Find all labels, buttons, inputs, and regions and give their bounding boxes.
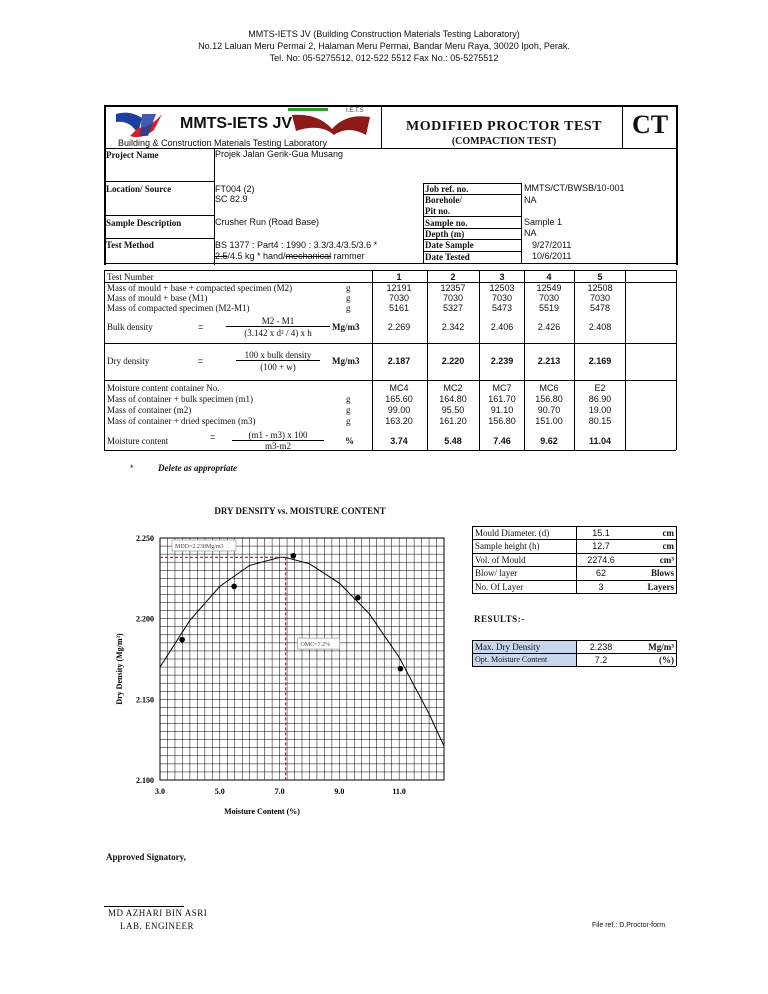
container-row-value-2-5: 86.90	[588, 394, 612, 404]
container-row-value-3-1: 99.00	[387, 405, 411, 415]
mould-value-2: 12.7	[592, 541, 610, 552]
dry-value-4: 2.213	[537, 356, 561, 366]
mass-row-label-2: Mass of mould + base (M1)	[107, 293, 208, 303]
container-row-value-3-4: 90.70	[537, 405, 561, 415]
project-label: Project Name	[106, 150, 159, 160]
dry-denominator: (100 + w)	[260, 362, 296, 372]
dry-value-2: 2.220	[441, 356, 465, 366]
container-row-value-2-1: 165.60	[385, 394, 413, 404]
approved-signatory: Approved Signatory,	[106, 852, 186, 862]
container-row-value-4-4: 151.00	[535, 416, 563, 426]
dry-unit: Mg/m3	[332, 356, 360, 366]
mass-row-value-2-1: 7030	[388, 293, 410, 303]
mass-row-value-1-1: 12191	[386, 283, 412, 293]
method-value-1: BS 1377 : Part4 : 1990 : 3.3/3.4/3.5/3.6 *	[215, 240, 378, 250]
test-number-1: 1	[396, 272, 402, 282]
mass-row-value-1-4: 12549	[536, 283, 562, 293]
container-row-value-3-5: 19.00	[588, 405, 612, 415]
dry-numerator: 100 x bulk density	[244, 350, 312, 360]
company-name: MMTS-IETS JV	[180, 115, 293, 132]
test-number-label: Test Number	[107, 272, 154, 282]
mass-row-value-2-3: 7030	[491, 293, 513, 303]
x-axis-label: Moisture Content (%)	[224, 807, 300, 816]
mould-table	[472, 526, 676, 594]
depth-label: Depth (m)	[425, 229, 465, 239]
container-row-value-3-2: 95.50	[441, 405, 465, 415]
x-tick-label: 9.0	[334, 787, 345, 796]
mass-row-label-3: Mass of compacted specimen (M2-M1)	[107, 303, 250, 313]
y-tick-label: 2.200	[136, 614, 154, 624]
container-row-value-1-2: MC2	[443, 383, 463, 393]
data-point	[291, 553, 297, 559]
x-tick-label: 5.0	[214, 787, 225, 796]
borehole-value: NA	[524, 195, 537, 205]
container-row-value-1-5: E2	[594, 383, 606, 393]
data-point	[179, 637, 185, 643]
container-row-value-1-3: MC7	[492, 383, 512, 393]
x-tick-label: 7.0	[274, 787, 285, 796]
container-row-value-4-3: 156.80	[488, 416, 516, 426]
mould-unit-3: cm³	[659, 554, 674, 565]
container-row-value-1-1: MC4	[389, 383, 409, 393]
mould-label-3: Vol. of Mould	[475, 554, 526, 565]
data-point	[355, 595, 361, 601]
result-omc-value: 7.2	[594, 655, 608, 665]
form-code: CT	[631, 110, 669, 139]
datetested-label: Date Tested	[425, 252, 470, 262]
chart-title: DRY DENSITY vs. MOISTURE CONTENT	[214, 506, 386, 516]
omc-label: OMC=7.2%	[300, 642, 331, 649]
iets-logo	[288, 107, 374, 137]
lab-header-line3: Tel. No: 05-5275512, 012-522 5512 Fax No.: 05-5275512	[269, 53, 499, 63]
test-number-5: 5	[597, 272, 603, 282]
x-tick-label: 11.0	[392, 787, 406, 796]
mass-row-value-2-5: 7030	[589, 293, 611, 303]
datetested-value: 10/6/2011	[532, 251, 572, 261]
sampleno-value: Sample 1	[524, 217, 563, 227]
y-tick-label: 2.150	[136, 695, 154, 705]
container-row-value-4-1: 163.20	[385, 416, 413, 426]
bulk-numerator: M2 - M1	[261, 316, 295, 326]
bulk-denominator: (3.142 x d² / 4) x h	[244, 328, 312, 338]
jobref-label: Job ref. no.	[425, 184, 469, 194]
container-row-label-1: Moisture content container No.	[107, 383, 220, 393]
mass-row-value-3-2: 5327	[442, 303, 464, 313]
jobref-value: MMTS/CT/BWSB/10-001	[524, 183, 625, 193]
mass-row-value-2-2: 7030	[442, 293, 464, 303]
dry-density-label: Dry density	[107, 356, 150, 366]
result-mdd-label: Max. Dry Density	[475, 642, 541, 652]
lab-header-line1: MMTS-IETS JV (Building Construction Materials Testing Laboratory)	[248, 29, 520, 39]
mc-value-5: 11.04	[588, 436, 612, 446]
method-value-2: 2.5/4.5 kg * hand/mechanical rammer	[215, 251, 365, 261]
dry-eq: =	[198, 356, 204, 366]
mc-value-4: 9.62	[540, 436, 558, 446]
location-label: Location/ Source	[106, 184, 172, 194]
company-logo	[112, 110, 168, 140]
x-tick-label: 3.0	[155, 787, 165, 796]
engineer-title: LAB. ENGINEER	[120, 921, 194, 931]
mould-value-3: 2274.6	[587, 554, 615, 565]
mould-unit-2: cm	[662, 541, 674, 552]
mould-label-5: No. Of Layer	[475, 581, 524, 592]
datesample-label: Date Sample	[425, 240, 474, 250]
mass-row-value-3-3: 5473	[491, 303, 513, 313]
sampleno-label: Sample no.	[425, 218, 468, 228]
bulk-density-label: Bulk density	[107, 322, 153, 332]
mass-row-value-3-5: 5478	[589, 303, 611, 313]
container-row-value-2-4: 156.80	[535, 394, 563, 404]
data-point	[231, 584, 237, 590]
result-mdd-value: 2.238	[589, 642, 613, 652]
datesample-value: 9/27/2011	[532, 240, 572, 250]
mould-value-5: 3	[598, 581, 604, 592]
mould-unit-5: Layers	[647, 581, 674, 592]
test-number-2: 2	[450, 272, 456, 282]
bulk-value-2: 2.342	[441, 322, 465, 332]
mc-label: Moisture content	[107, 436, 169, 446]
mass-row-label-1: Mass of mould + base + compacted specimen (M2)	[107, 283, 293, 293]
container-row-label-3: Mass of container (m2)	[107, 405, 192, 415]
mass-row-unit-1: g	[346, 283, 351, 293]
iets-logo-text: I.E.T.S	[346, 108, 364, 114]
result-omc-unit: (%)	[659, 655, 674, 665]
lab-name: Building & Construction Materials Testing Laboratory	[118, 138, 327, 148]
result-omc-label: Opt. Moisture Content	[475, 655, 548, 664]
bulk-unit: Mg/m3	[332, 322, 360, 332]
lab-header-line2: No.12 Laluan Meru Permai 2, Halaman Meru Permai, Bandar Meru Raya, 30020 Ipoh, Perak.	[198, 41, 570, 51]
note-text: Delete as appropriate	[158, 463, 237, 473]
mass-row-value-2-4: 7030	[538, 293, 560, 303]
container-row-value-3-3: 91.10	[490, 405, 514, 415]
container-row-value-4-5: 80.15	[588, 416, 612, 426]
container-row-unit-2: g	[346, 394, 351, 404]
mass-row-unit-2: g	[346, 293, 351, 303]
container-row-value-2-3: 161.70	[488, 394, 516, 404]
mass-row-value-1-2: 12357	[440, 283, 466, 293]
mould-label-2: Sample height (h)	[475, 541, 540, 552]
test-number-4: 4	[546, 272, 552, 282]
bulk-eq: =	[198, 322, 204, 332]
dry-value-1: 2.187	[387, 356, 411, 366]
container-row-label-4: Mass of container + dried specimen (m3)	[107, 416, 256, 426]
mc-value-2: 5.48	[444, 436, 462, 446]
sample-value: Crusher Run (Road Base)	[215, 217, 320, 227]
y-axis-label: Dry Density (Mg/m³)	[115, 633, 124, 705]
dry-value-5: 2.169	[588, 356, 612, 366]
mass-row-value-3-4: 5519	[538, 303, 560, 313]
mould-value-4: 62	[595, 568, 606, 579]
mass-row-value-1-3: 12503	[489, 283, 515, 293]
mc-unit: %	[345, 436, 354, 446]
mc-value-1: 3.74	[390, 436, 408, 446]
mc-denominator: m3-m2	[265, 441, 291, 451]
file-ref: File ref.: D.Proctor-form	[592, 922, 666, 929]
data-point	[398, 666, 404, 672]
sample-label: Sample Description	[106, 218, 182, 228]
mould-unit-4: Blows	[650, 568, 674, 579]
container-row-value-2-2: 164.80	[439, 394, 467, 404]
location-value-1: FT004 (2)	[215, 184, 255, 194]
mould-label-4: Blow/ layer	[475, 568, 518, 579]
mould-unit-1: cm	[662, 528, 674, 538]
container-row-unit-3: g	[346, 405, 351, 415]
mdd-label: MDD=2.238Mg/m3	[175, 544, 224, 550]
method-label: Test Method	[106, 240, 154, 250]
project-value: Projek Jalan Gerik-Gua Musang	[215, 149, 344, 159]
location-value-2: SC 82.9	[215, 194, 248, 204]
mould-label-1: Mould Diameter. (d)	[475, 528, 550, 538]
test-number-3: 3	[499, 272, 505, 282]
mould-value-1: 15.1	[592, 528, 610, 538]
note-star: *	[130, 463, 134, 473]
container-row-label-2: Mass of container + bulk specimen (m1)	[107, 394, 254, 404]
dry-density-chart	[100, 520, 460, 830]
container-row-unit-4: g	[346, 416, 351, 426]
container-row-value-1-4: MC6	[539, 383, 559, 393]
bulk-value-3: 2.406	[490, 322, 514, 332]
y-tick-label: 2.250	[136, 534, 154, 543]
results-heading: RESULTS:-	[474, 614, 525, 624]
y-tick-label: 2.100	[136, 776, 154, 785]
form-subtitle: (COMPACTION TEST)	[451, 136, 557, 147]
mc-numerator: (m1 - m3) x 100	[248, 430, 308, 440]
result-mdd-unit: Mg/m³	[648, 642, 674, 652]
mass-row-value-3-1: 5161	[388, 303, 410, 313]
mass-row-value-1-5: 12508	[587, 283, 613, 293]
form-title: MODIFIED PROCTOR TEST	[406, 119, 602, 134]
bulk-value-5: 2.408	[588, 322, 612, 332]
results-table	[472, 640, 676, 666]
container-row-value-4-2: 161.20	[439, 416, 467, 426]
bulk-value-1: 2.269	[387, 322, 411, 332]
mc-eq: =	[210, 432, 216, 442]
dry-value-3: 2.239	[490, 356, 514, 366]
mc-value-3: 7.46	[493, 436, 511, 446]
pit-label: Pit no.	[425, 206, 451, 216]
engineer-name: MD AZHARI BIN ASRI	[108, 908, 208, 918]
bulk-value-4: 2.426	[537, 322, 561, 332]
mass-row-unit-3: g	[346, 303, 351, 313]
depth-value: NA	[524, 228, 537, 238]
borehole-label: Borehole/	[425, 195, 462, 205]
